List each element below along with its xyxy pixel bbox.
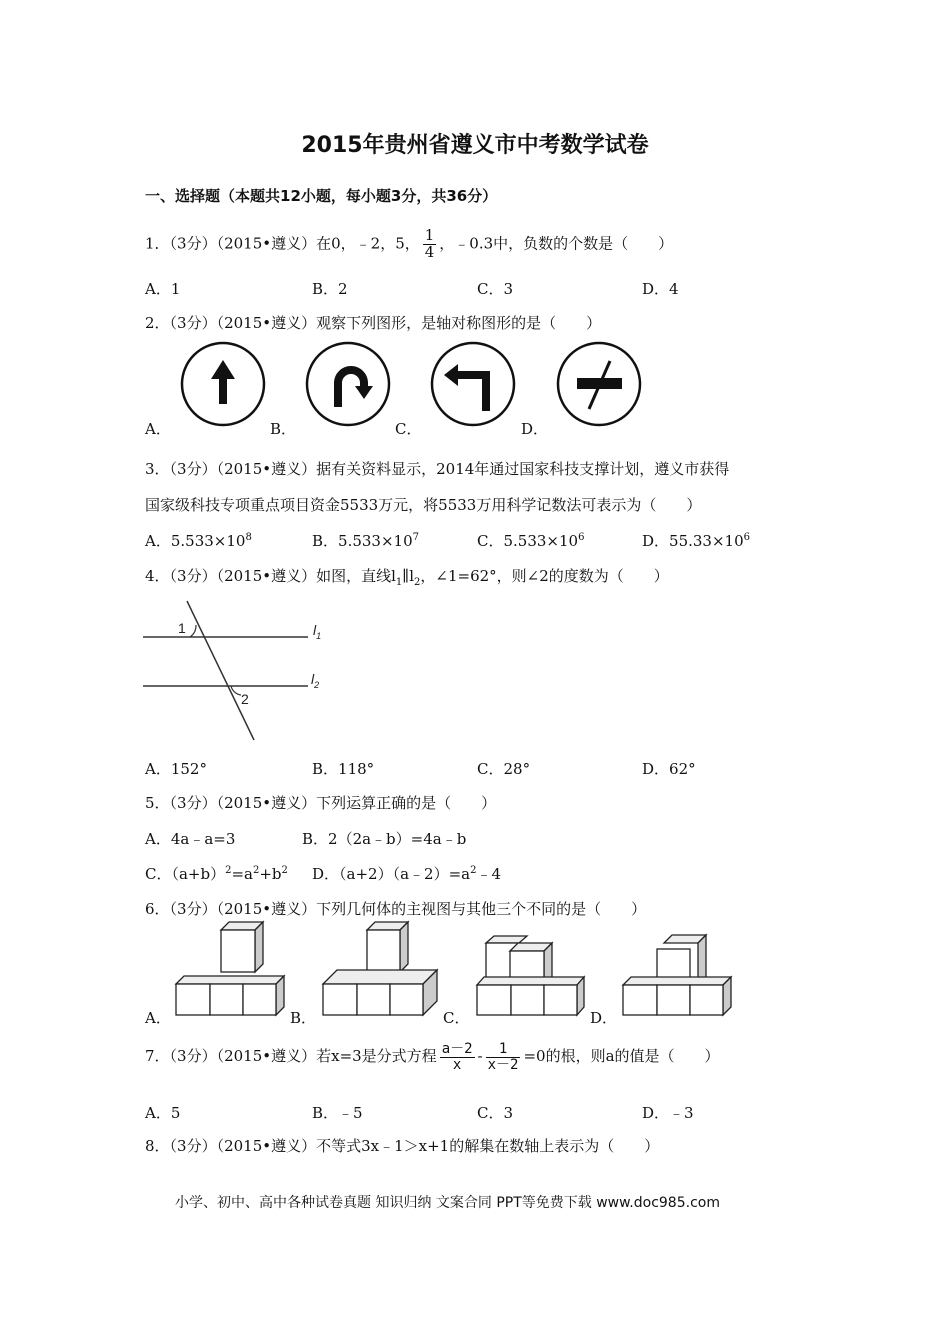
q7-option-c: C．3 bbox=[477, 1104, 514, 1122]
question-6-stem: 6．（3分）（2015•遵义）下列几何体的主视图与其他三个不同的是（ ） bbox=[145, 900, 647, 918]
q3-option-c-exp: 6 bbox=[578, 532, 585, 543]
q4-text-pre: 4．（3分）（2015•遵义）如图，直线l bbox=[145, 567, 396, 585]
q7-minus: - bbox=[477, 1047, 483, 1066]
question-3-line1: 3．（3分）（2015•遵义）据有关资料显示，2014年通过国家科技支撑计划，遵义市获得 bbox=[145, 460, 730, 478]
q6-option-a: A． bbox=[145, 1009, 171, 1027]
q4-text-mid: ∥l bbox=[402, 567, 415, 585]
q6-option-d: D． bbox=[590, 1009, 618, 1027]
q7-option-b: B．﹣5 bbox=[312, 1104, 363, 1122]
q5-option-c-t2: =a bbox=[231, 865, 253, 883]
q4-text-post: ，∠1=62°，则∠2的度数为（ ） bbox=[420, 567, 669, 585]
q1-option-c: C．3 bbox=[477, 280, 514, 298]
q3-option-d-exp: 6 bbox=[743, 532, 750, 543]
q7-option-a: A．5 bbox=[145, 1104, 181, 1122]
q7-fraction-2-den: x－2 bbox=[487, 1056, 519, 1073]
q4-option-d: D．62° bbox=[642, 760, 696, 778]
question-8-stem: 8．（3分）（2015•遵义）不等式3x﹣1＞x+1的解集在数轴上表示为（ ） bbox=[145, 1137, 660, 1155]
line-l2-label bbox=[311, 671, 319, 690]
line-l1-letter: l bbox=[313, 622, 317, 638]
q3-option-d-base: D．55.33×10 bbox=[642, 532, 744, 550]
q1-fraction bbox=[423, 228, 437, 261]
q1-fraction-den: 4 bbox=[424, 242, 435, 261]
question-4-stem bbox=[145, 565, 669, 586]
parallel-lines-figure bbox=[140, 598, 340, 743]
q3-option-d bbox=[642, 530, 750, 551]
question-1-stem bbox=[145, 228, 673, 261]
q5-option-c-t1: C．（a+b） bbox=[145, 865, 226, 883]
q5-option-d-t1: D．（a+2）（a﹣2）=a bbox=[312, 865, 471, 883]
q2-option-c: C． bbox=[395, 420, 422, 438]
q1-fraction-num: 1 bbox=[424, 226, 435, 244]
section-heading: 一、选择题（本题共12小题，每小题3分，共36分） bbox=[145, 187, 498, 205]
q4-option-c: C．28° bbox=[477, 760, 531, 778]
line-l1-label bbox=[313, 622, 321, 641]
q7-fraction-2-num: 1 bbox=[486, 1042, 521, 1058]
q7-fraction-1-num: a－2 bbox=[441, 1041, 473, 1057]
q2-option-d: D． bbox=[521, 420, 549, 438]
footer-note: 小学、初中、高中各种试卷真题 知识归纳 文案合同 PPT等免费下载 www.doc985.com bbox=[175, 1195, 720, 1211]
cube-stack-d bbox=[620, 927, 740, 1020]
question-2-stem: 2．（3分）（2015•遵义）观察下列图形，是轴对称图形的是（ ） bbox=[145, 314, 602, 332]
angle-2-label: 2 bbox=[241, 691, 249, 707]
q4-sub-1: 1 bbox=[395, 577, 403, 588]
q3-option-b-base: B．5.533×10 bbox=[312, 532, 413, 550]
line-l2-letter: l bbox=[311, 671, 315, 687]
q3-option-b-exp: 7 bbox=[412, 532, 419, 543]
question-7-stem bbox=[145, 1042, 720, 1072]
q5-option-b: B．2（2a﹣b）=4a﹣b bbox=[302, 830, 467, 848]
no-entry-slash-sign-icon bbox=[556, 341, 644, 429]
question-5-stem: 5．（3分）（2015•遵义）下列运算正确的是（ ） bbox=[145, 794, 497, 812]
q3-option-b bbox=[312, 530, 419, 551]
page-title: 2015年贵州省遵义市中考数学试卷 bbox=[301, 133, 649, 158]
u-turn-sign-icon bbox=[305, 341, 393, 429]
q7-option-d: D．﹣3 bbox=[642, 1104, 694, 1122]
q6-option-c: C． bbox=[443, 1009, 470, 1027]
q6-option-b: B． bbox=[290, 1009, 317, 1027]
q1-text-pre: 1．（3分）（2015•遵义）在0，﹣2，5， bbox=[145, 234, 420, 253]
q7-fraction-2 bbox=[486, 1042, 521, 1072]
q4-option-a: A．152° bbox=[145, 760, 207, 778]
q3-option-c bbox=[477, 530, 584, 551]
q5-option-c bbox=[145, 863, 288, 884]
q1-option-d: D．4 bbox=[642, 280, 679, 298]
q1-option-b: B．2 bbox=[312, 280, 348, 298]
q5-option-d bbox=[312, 863, 501, 884]
arrow-up-sign-icon bbox=[180, 341, 268, 429]
q1-text-post: ，﹣0.3中，负数的个数是（ ） bbox=[439, 234, 674, 253]
angle-1-label: 1 bbox=[178, 620, 186, 636]
q7-fraction-1 bbox=[440, 1042, 475, 1072]
q7-text-pre: 7．（3分）（2015•遵义）若x=3是分式方程 bbox=[145, 1047, 437, 1066]
q5-option-d-e: 2 bbox=[470, 865, 477, 876]
cube-stack-a bbox=[173, 927, 288, 1020]
q2-option-a: A． bbox=[145, 420, 171, 438]
q3-option-a bbox=[145, 530, 252, 551]
cube-stack-c bbox=[474, 927, 589, 1020]
q7-text-post: =0的根，则a的值是（ ） bbox=[523, 1047, 720, 1066]
question-3-line2: 国家级科技专项重点项目资金5533万元，将5533万用科学记数法可表示为（ ） bbox=[145, 496, 702, 514]
cube-stack-b bbox=[320, 927, 445, 1020]
q3-option-c-base: C．5.533×10 bbox=[477, 532, 579, 550]
left-turn-sign-icon bbox=[430, 341, 518, 429]
q4-option-b: B．118° bbox=[312, 760, 375, 778]
q5-option-c-t3: +b bbox=[259, 865, 282, 883]
q4-sub-2: 2 bbox=[414, 577, 421, 588]
q2-option-b: B． bbox=[270, 420, 297, 438]
q5-option-a: A．4a﹣a=3 bbox=[145, 830, 236, 848]
q1-option-a: A．1 bbox=[145, 280, 181, 298]
line-l1-sub: 1 bbox=[316, 631, 322, 641]
q5-option-c-e2: 2 bbox=[252, 865, 260, 876]
q5-option-d-t2: ﹣4 bbox=[476, 865, 502, 883]
q5-option-c-e3: 2 bbox=[281, 865, 288, 876]
q5-option-c-e1: 2 bbox=[225, 865, 232, 876]
q3-option-a-base: A．5.533×10 bbox=[145, 532, 246, 550]
q7-fraction-1-den: x bbox=[452, 1056, 462, 1073]
line-l2-sub: 2 bbox=[314, 680, 320, 690]
q3-option-a-exp: 8 bbox=[245, 532, 252, 543]
